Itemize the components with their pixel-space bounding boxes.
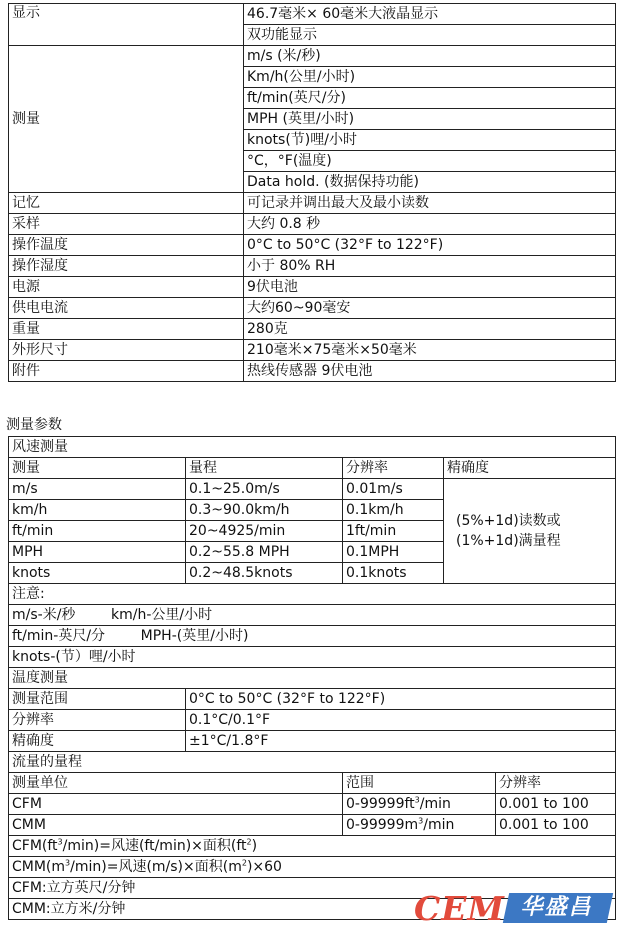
flow-range-text: /min	[423, 816, 455, 833]
flow-definition: CFM:立方英尺/分钟	[9, 878, 616, 899]
note-line: knots-(节）哩/小时	[9, 647, 616, 668]
note-line: ft/min-英尺/分 MPH-(英里/小时)	[9, 626, 616, 647]
spec-label: 外形尺寸	[9, 340, 244, 361]
spec-label: 重量	[9, 319, 244, 340]
spec-value: 热线传感器 9伏电池	[244, 361, 616, 382]
accuracy-line: (5%+1d)读数或	[456, 513, 561, 529]
flow-unit: CMM	[9, 815, 343, 836]
formula-sup: 2	[241, 857, 247, 867]
flow-formula	[9, 857, 616, 878]
col-header: 量程	[186, 458, 343, 479]
temperature-label: 精确度	[9, 731, 186, 752]
temperature-value: 0°C to 50°C (32°F to 122°F)	[186, 689, 616, 710]
formula-text: )×60	[246, 858, 282, 875]
wind-unit: ft/min	[9, 521, 186, 542]
formula-text: /min)=风速(m/s)×面积(m	[70, 858, 242, 875]
flow-heading: 流量的量程	[9, 752, 616, 773]
spec-value: 0°C to 50°C (32°F to 122°F)	[244, 235, 616, 256]
flow-unit: CFM	[9, 794, 343, 815]
wind-range: 20~4925/min	[186, 521, 343, 542]
spec-table	[8, 3, 616, 382]
section-title: 测量参数	[6, 417, 62, 433]
wind-resolution: 0.1knots	[343, 563, 444, 584]
temperature-value: ±1°C/1.8°F	[186, 731, 616, 752]
wind-range: 0.2~48.5knots	[186, 563, 343, 584]
temperature-heading: 温度测量	[9, 668, 616, 689]
watermark-brand: CEM	[414, 889, 505, 928]
note-line: m/s-米/秒 km/h-公里/小时	[9, 605, 616, 626]
spec-value: MPH (英里/小时)	[244, 109, 616, 130]
wind-accuracy	[444, 479, 616, 584]
wind-unit: MPH	[9, 542, 186, 563]
formula-text: CFM(ft	[12, 837, 58, 854]
formula-text: CMM(m	[12, 858, 66, 875]
spec-value: 280克	[244, 319, 616, 340]
spec-value: 46.7毫米× 60毫米大液晶显示	[244, 4, 616, 25]
wind-resolution: 0.1MPH	[343, 542, 444, 563]
accuracy-line: (1%+1d)满量程	[456, 533, 561, 549]
flow-resolution: 0.001 to 100	[496, 794, 616, 815]
wind-resolution: 0.01m/s	[343, 479, 444, 500]
formula-sup: 3	[65, 857, 71, 867]
spec-value: 双功能显示	[244, 25, 616, 46]
spec-label: 供电电流	[9, 298, 244, 319]
wind-unit: km/h	[9, 500, 186, 521]
temperature-label: 分辨率	[9, 710, 186, 731]
flow-resolution: 0.001 to 100	[496, 815, 616, 836]
params-table	[8, 436, 616, 920]
spec-label: 操作温度	[9, 235, 244, 256]
spec-label: 采样	[9, 214, 244, 235]
wind-range: 0.3~90.0km/h	[186, 500, 343, 521]
spec-value: Data hold. (数据保持功能)	[244, 172, 616, 193]
spec-label: 显示	[9, 4, 244, 46]
flow-range-text: 0-99999ft	[346, 795, 415, 812]
spec-label: 附件	[9, 361, 244, 382]
formula-text: )	[251, 837, 258, 854]
flow-range-sup: 3	[418, 815, 424, 825]
col-header: 分辨率	[343, 458, 444, 479]
flow-range	[343, 794, 496, 815]
flow-range-text: 0-99999m	[346, 816, 419, 833]
spec-value: knots(节)哩/小时	[244, 130, 616, 151]
col-header: 测量	[9, 458, 186, 479]
spec-value: 可记录并调出最大及最小读数	[244, 193, 616, 214]
wind-heading: 风速测量	[9, 437, 616, 458]
spec-value: 大约 0.8 秒	[244, 214, 616, 235]
flow-range-text: /min	[419, 795, 451, 812]
spec-value: ft/min(英尺/分)	[244, 88, 616, 109]
flow-range-sup: 3	[414, 794, 420, 804]
spec-label: 操作湿度	[9, 256, 244, 277]
spec-value: 小于 80% RH	[244, 256, 616, 277]
temperature-label: 测量范围	[9, 689, 186, 710]
col-header: 测量单位	[9, 773, 343, 794]
spec-label: 测量	[9, 46, 244, 193]
formula-sup: 3	[57, 836, 63, 846]
wind-range: 0.1~25.0m/s	[186, 479, 343, 500]
spec-value: m/s (米/秒)	[244, 46, 616, 67]
spec-value: Km/h(公里/小时)	[244, 67, 616, 88]
col-header: 精确度	[444, 458, 616, 479]
watermark-cn: 华盛昌	[503, 893, 613, 923]
wind-unit: m/s	[9, 479, 186, 500]
spec-value: °C，°F(温度)	[244, 151, 616, 172]
temperature-value: 0.1°C/0.1°F	[186, 710, 616, 731]
wind-resolution: 1ft/min	[343, 521, 444, 542]
col-header: 范围	[343, 773, 496, 794]
wind-unit: knots	[9, 563, 186, 584]
flow-definition: CMM:立方米/分钟	[9, 899, 616, 920]
spec-value: 大约60~90毫安	[244, 298, 616, 319]
flow-range	[343, 815, 496, 836]
spec-value: 210毫米×75毫米×50毫米	[244, 340, 616, 361]
notes-heading: 注意:	[9, 584, 616, 605]
flow-formula	[9, 836, 616, 857]
spec-label: 电源	[9, 277, 244, 298]
wind-resolution: 0.1km/h	[343, 500, 444, 521]
formula-sup: 2	[246, 836, 252, 846]
cem-watermark-logo	[414, 890, 614, 928]
wind-range: 0.2~55.8 MPH	[186, 542, 343, 563]
formula-text: /min)=风速(ft/min)×面积(ft	[62, 837, 247, 854]
spec-value: 9伏电池	[244, 277, 616, 298]
col-header: 分辨率	[496, 773, 616, 794]
spec-label: 记忆	[9, 193, 244, 214]
